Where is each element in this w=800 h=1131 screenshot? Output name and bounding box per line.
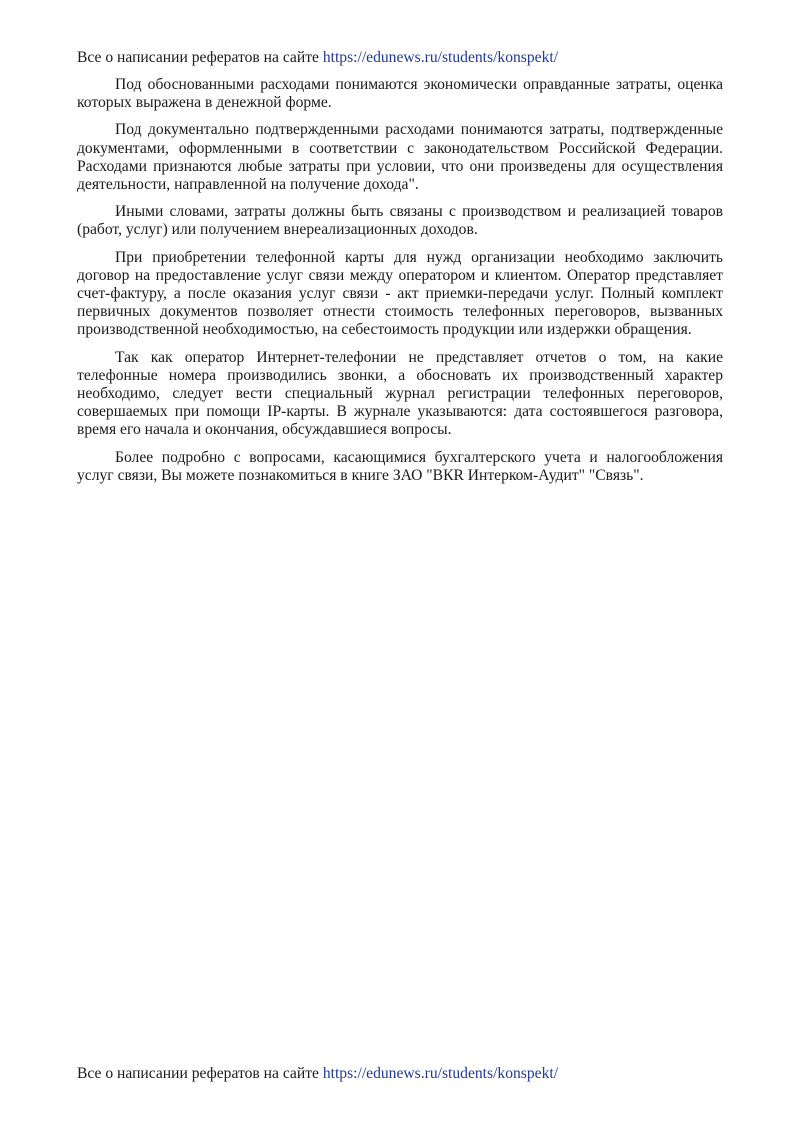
paragraph: Под документально подтвержденными расходами понимаются затраты, подтвержденные документами, оформленными в соответствии с законодательством Российской Федерации. Расходами признаются любые затраты при условии, что они произведены для осуществления деятельности, направленной на получение дохода". [77,121,723,194]
header-text: Все о написании рефератов на сайте [77,49,323,66]
paragraph: Иными словами, затраты должны быть связаны с производством и реализацией товаров (работ, услуг) или получением внереализационных доходов. [77,203,723,239]
paragraph: При приобретении телефонной карты для нужд организации необходимо заключить договор на предоставление услуг связи между оператором и клиентом. Оператор представляет счет-фактуру, а после оказания услуг связи - акт приемки-передачи услуг. Полный комплект первичных документов позволяет отнести стоимость телефонных переговоров, вызванных производственной необходимостью, на себестоимость продукции или издержки обращения. [77,248,723,339]
footer-site-link[interactable]: https://edunews.ru/students/konspekt/ [322,1065,559,1082]
header-site-link[interactable]: https://edunews.ru/students/konspekt/ [322,49,559,66]
page-footer [77,1065,558,1083]
paragraph: Более подробно с вопросами, касающимися бухгалтерского учета и налогообложения услуг связи, Вы можете познакомиться в книге ЗАО "ВКR Интерком-Аудит" "Связь". [77,448,723,484]
paragraph: Под обоснованными расходами понимаются экономически оправданные затраты, оценка которых выражена в денежной форме. [77,76,723,112]
footer-text: Все о написании рефератов на сайте [77,1065,323,1082]
paragraph: Так как оператор Интернет-телефонии не представляет отчетов о том, на какие телефонные номера производились звонки, а обосновать их производственный характер необходимо, следует вести специальный журнал регистрации телефонных переговоров, совершаемых при помощи IP-карты. В журнале указываются: дата состоявшегося разговора, время его начала и окончания, обсуждавшиеся вопросы. [77,348,723,439]
page-header [77,49,558,67]
document-body [77,76,723,494]
